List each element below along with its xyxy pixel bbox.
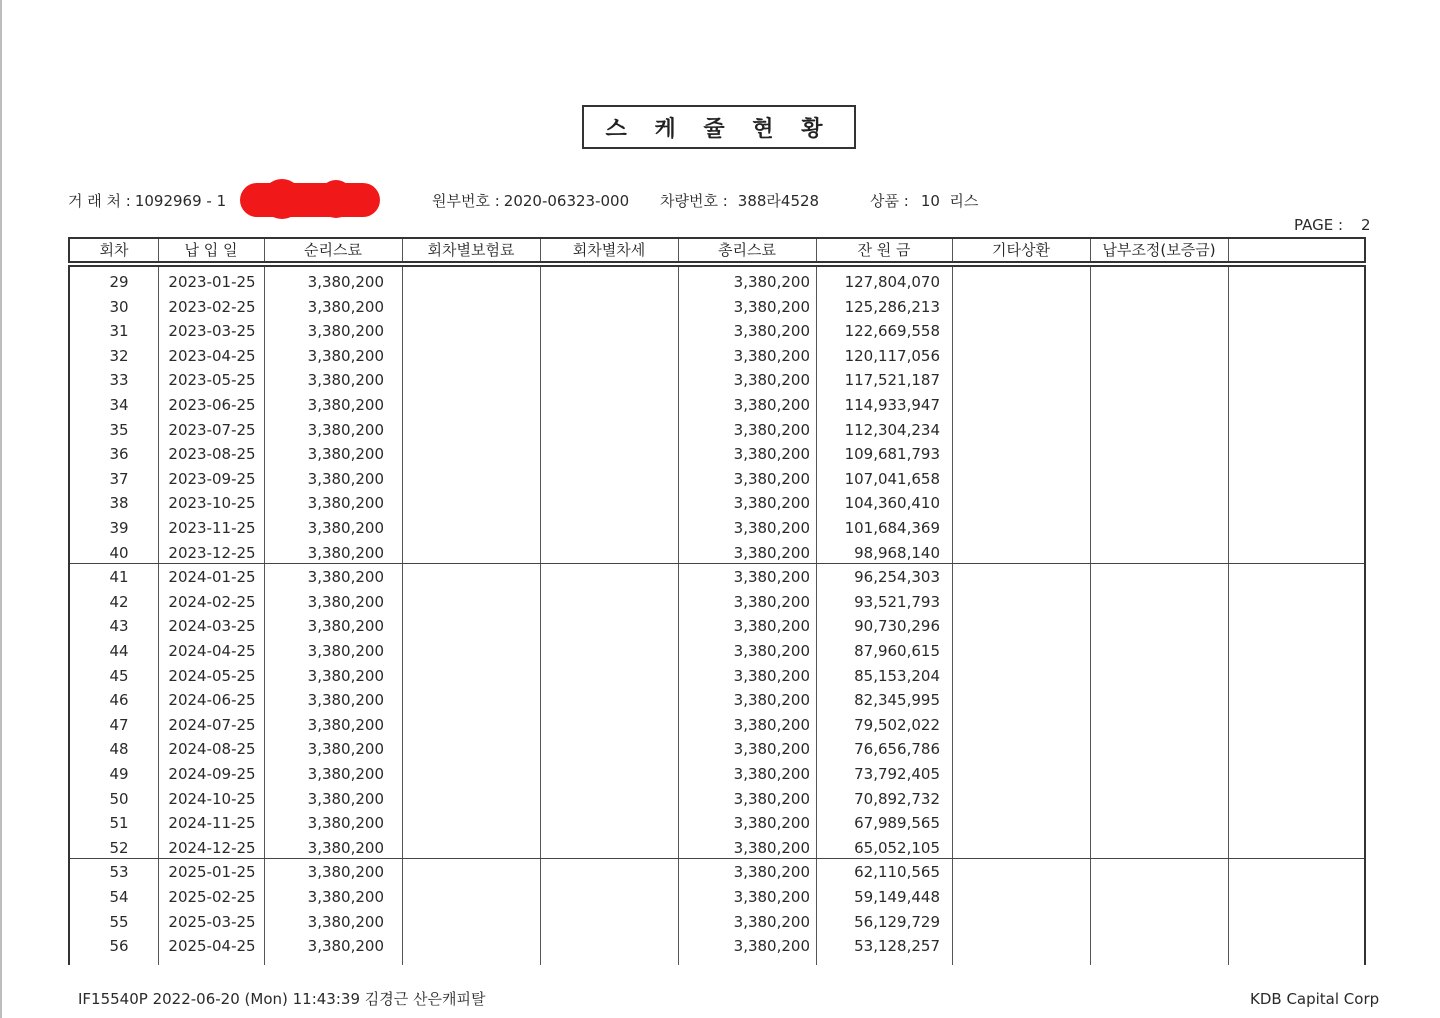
- payment-date: 2023-12-25: [168, 543, 256, 562]
- table-row: [70, 441, 1364, 466]
- installment-number: 36: [109, 445, 129, 464]
- remaining-principal: 125,286,213: [844, 297, 940, 316]
- installment-number: 29: [109, 273, 129, 291]
- remaining-principal: 114,933,947: [844, 396, 940, 414]
- table-row: [70, 343, 1364, 368]
- payment-date: 2023-08-25: [168, 445, 256, 464]
- total-lease-fee: 3,380,200: [733, 322, 810, 341]
- lease-fee: 3,380,200: [307, 765, 384, 783]
- lease-fee: 3,380,200: [307, 642, 384, 660]
- table-row: [70, 810, 1364, 835]
- payment-date: 2023-10-25: [168, 494, 256, 513]
- column-header: 납 입 일: [184, 241, 238, 259]
- remaining-principal: 73,792,405: [854, 765, 940, 783]
- total-lease-fee: 3,380,200: [733, 740, 810, 759]
- column-header: 납부조정(보증금): [1102, 241, 1216, 259]
- total-lease-fee: 3,380,200: [733, 273, 810, 291]
- payment-date: 2025-03-25: [168, 912, 256, 931]
- vehicle-info: [660, 190, 819, 211]
- payment-date: 2024-05-25: [168, 666, 256, 685]
- lease-fee: 3,380,200: [307, 814, 384, 833]
- installment-number: 53: [109, 863, 129, 882]
- table-row: [70, 835, 1364, 860]
- table-row: [70, 884, 1364, 909]
- installment-number: 55: [109, 912, 129, 931]
- total-lease-fee: 3,380,200: [733, 420, 810, 439]
- table-row: [70, 318, 1364, 343]
- page-label: PAGE :: [1294, 216, 1344, 234]
- total-lease-fee: 3,380,200: [733, 642, 810, 660]
- table-row: [70, 417, 1364, 442]
- remaining-principal: 112,304,234: [844, 420, 940, 439]
- total-lease-fee: 3,380,200: [733, 494, 810, 513]
- installment-number: 31: [109, 322, 129, 341]
- payment-date: 2024-04-25: [168, 642, 256, 660]
- page-edge: [0, 0, 2, 1018]
- remaining-principal: 120,117,056: [844, 346, 940, 365]
- lease-fee: 3,380,200: [307, 346, 384, 365]
- lease-fee: 3,380,200: [307, 789, 384, 808]
- remaining-principal: 98,968,140: [854, 543, 940, 562]
- table-row: [70, 933, 1364, 958]
- lease-fee: 3,380,200: [307, 543, 384, 562]
- column-header: 회차별차세: [572, 241, 646, 259]
- installment-number: 37: [109, 469, 129, 488]
- remaining-principal: 59,149,448: [854, 888, 940, 906]
- lease-fee: 3,380,200: [307, 838, 384, 857]
- contract-value: 2020-06323-000: [503, 192, 630, 210]
- vehicle-value: 388라4528: [737, 192, 820, 210]
- vehicle-label: 차량번호 :: [660, 192, 728, 210]
- table-row: [70, 466, 1364, 491]
- column-header: 회차: [99, 241, 129, 259]
- lease-fee: 3,380,200: [307, 297, 384, 316]
- payment-date: 2024-10-25: [168, 789, 256, 808]
- payment-date: 2024-02-25: [168, 592, 256, 611]
- installment-number: 34: [109, 396, 129, 414]
- payment-date: 2023-09-25: [168, 469, 256, 488]
- total-lease-fee: 3,380,200: [733, 543, 810, 562]
- remaining-principal: 79,502,022: [854, 715, 940, 734]
- table-row: [70, 564, 1364, 589]
- footer-company: KDB Capital Corp: [1250, 990, 1380, 1008]
- total-lease-fee: 3,380,200: [733, 863, 810, 882]
- lease-fee: 3,380,200: [307, 420, 384, 439]
- remaining-principal: 127,804,070: [844, 273, 940, 291]
- payment-date: 2023-05-25: [168, 371, 256, 390]
- payment-date: 2023-06-25: [168, 396, 256, 414]
- page-number: 2: [1361, 216, 1371, 234]
- total-lease-fee: 3,380,200: [733, 592, 810, 611]
- total-lease-fee: 3,380,200: [733, 396, 810, 414]
- contract-info: [432, 190, 629, 211]
- installment-number: 43: [109, 617, 129, 636]
- lease-fee: 3,380,200: [307, 494, 384, 513]
- lease-fee: 3,380,200: [307, 469, 384, 488]
- total-lease-fee: 3,380,200: [733, 691, 810, 710]
- remaining-principal: 90,730,296: [854, 617, 940, 636]
- remaining-principal: 85,153,204: [854, 666, 940, 685]
- total-lease-fee: 3,380,200: [733, 765, 810, 783]
- installment-number: 46: [109, 691, 129, 710]
- lease-fee: 3,380,200: [307, 273, 384, 291]
- lease-fee: 3,380,200: [307, 592, 384, 611]
- table-row: [70, 687, 1364, 712]
- lease-fee: 3,380,200: [307, 937, 384, 956]
- table-row: [70, 736, 1364, 761]
- payment-date: 2025-04-25: [168, 937, 256, 956]
- lease-fee: 3,380,200: [307, 617, 384, 636]
- document-title: 스 케 쥴 현 황: [582, 105, 856, 149]
- lease-fee: 3,380,200: [307, 666, 384, 685]
- table-row: [70, 712, 1364, 737]
- redaction-mark: [240, 183, 380, 217]
- lease-fee: 3,380,200: [307, 888, 384, 906]
- total-lease-fee: 3,380,200: [733, 519, 810, 537]
- remaining-principal: 107,041,658: [844, 469, 940, 488]
- remaining-principal: 104,360,410: [844, 494, 940, 513]
- table-row: [70, 490, 1364, 515]
- remaining-principal: 53,128,257: [854, 937, 940, 956]
- product-value: 10 리스: [920, 192, 979, 210]
- payment-date: 2024-09-25: [168, 765, 256, 783]
- total-lease-fee: 3,380,200: [733, 371, 810, 390]
- remaining-principal: 82,345,995: [854, 691, 940, 710]
- payment-date: 2025-02-25: [168, 888, 256, 906]
- total-lease-fee: 3,380,200: [733, 617, 810, 636]
- lease-fee: 3,380,200: [307, 715, 384, 734]
- lease-fee: 3,380,200: [307, 568, 384, 587]
- remaining-principal: 122,669,558: [844, 322, 940, 341]
- payment-date: 2024-12-25: [168, 838, 256, 857]
- footer-print-info: IF15540P 2022-06-20 (Mon) 11:43:39 김경근 산은캐피탈: [78, 990, 486, 1008]
- installment-number: 38: [109, 494, 129, 513]
- lease-fee: 3,380,200: [307, 519, 384, 537]
- lease-fee: 3,380,200: [307, 371, 384, 390]
- total-lease-fee: 3,380,200: [733, 445, 810, 464]
- payment-date: 2023-07-25: [168, 420, 256, 439]
- remaining-principal: 87,960,615: [854, 642, 940, 660]
- payment-date: 2024-06-25: [168, 691, 256, 710]
- remaining-principal: 93,521,793: [854, 592, 940, 611]
- installment-number: 41: [109, 568, 129, 587]
- total-lease-fee: 3,380,200: [733, 666, 810, 685]
- table-row: [70, 269, 1364, 294]
- product-info: [870, 190, 978, 211]
- payment-date: 2025-01-25: [168, 863, 256, 882]
- lease-fee: 3,380,200: [307, 445, 384, 464]
- installment-number: 40: [109, 543, 129, 562]
- lease-fee: 3,380,200: [307, 912, 384, 931]
- lease-fee: 3,380,200: [307, 396, 384, 414]
- column-header: 총리스료: [718, 241, 776, 259]
- column-header: 잔 원 금: [857, 241, 911, 259]
- column-header: 회차별보험료: [427, 241, 515, 259]
- table-row: [70, 540, 1364, 565]
- total-lease-fee: 3,380,200: [733, 838, 810, 857]
- remaining-principal: 62,110,565: [854, 863, 940, 882]
- installment-number: 32: [109, 346, 129, 365]
- total-lease-fee: 3,380,200: [733, 912, 810, 931]
- remaining-principal: 109,681,793: [844, 445, 940, 464]
- page-indicator: [1294, 216, 1371, 234]
- column-divider: [1228, 239, 1229, 261]
- installment-number: 56: [109, 937, 129, 956]
- payment-date: 2024-07-25: [168, 715, 256, 734]
- table-row: [70, 638, 1364, 663]
- lease-fee: 3,380,200: [307, 691, 384, 710]
- installment-number: 54: [109, 888, 129, 906]
- total-lease-fee: 3,380,200: [733, 469, 810, 488]
- installment-number: 48: [109, 740, 129, 759]
- total-lease-fee: 3,380,200: [733, 789, 810, 808]
- table-row: [70, 515, 1364, 540]
- installment-number: 52: [109, 838, 129, 857]
- installment-number: 30: [109, 297, 129, 316]
- client-label: 거 래 처 :: [68, 192, 131, 210]
- total-lease-fee: 3,380,200: [733, 715, 810, 734]
- payment-date: 2023-04-25: [168, 346, 256, 365]
- contract-label: 원부번호 :: [432, 192, 500, 210]
- remaining-principal: 101,684,369: [844, 519, 940, 537]
- total-lease-fee: 3,380,200: [733, 937, 810, 956]
- table-row: [70, 761, 1364, 786]
- table-row: [70, 589, 1364, 614]
- product-label: 상품 :: [870, 192, 909, 210]
- remaining-principal: 76,656,786: [854, 740, 940, 759]
- payment-date: 2024-11-25: [168, 814, 256, 833]
- remaining-principal: 67,989,565: [854, 814, 940, 833]
- table-row: [70, 613, 1364, 638]
- table-row: [70, 392, 1364, 417]
- lease-fee: 3,380,200: [307, 740, 384, 759]
- total-lease-fee: 3,380,200: [733, 814, 810, 833]
- installment-number: 44: [109, 642, 129, 660]
- table-row: [70, 859, 1364, 884]
- total-lease-fee: 3,380,200: [733, 888, 810, 906]
- table-row: [70, 909, 1364, 934]
- remaining-principal: 70,892,732: [854, 789, 940, 808]
- installment-number: 35: [109, 420, 129, 439]
- remaining-principal: 56,129,729: [854, 912, 940, 931]
- table-row: [70, 786, 1364, 811]
- remaining-principal: 117,521,187: [844, 371, 940, 390]
- installment-number: 49: [109, 765, 129, 783]
- table-row: [70, 294, 1364, 319]
- schedule-table: [68, 265, 1366, 965]
- payment-date: 2024-03-25: [168, 617, 256, 636]
- installment-number: 47: [109, 715, 129, 734]
- payment-date: 2023-01-25: [168, 273, 256, 291]
- lease-fee: 3,380,200: [307, 322, 384, 341]
- payment-date: 2023-11-25: [168, 519, 256, 537]
- installment-number: 42: [109, 592, 129, 611]
- column-header: 기타상환: [992, 241, 1050, 259]
- remaining-principal: 65,052,105: [854, 838, 940, 857]
- lease-fee: 3,380,200: [307, 863, 384, 882]
- installment-number: 33: [109, 371, 129, 390]
- total-lease-fee: 3,380,200: [733, 297, 810, 316]
- client-value: 1092969 - 1: [134, 192, 227, 210]
- payment-date: 2024-08-25: [168, 740, 256, 759]
- remaining-principal: 96,254,303: [854, 568, 940, 587]
- payment-date: 2023-02-25: [168, 297, 256, 316]
- table-header: [68, 237, 1366, 263]
- total-lease-fee: 3,380,200: [733, 346, 810, 365]
- installment-number: 45: [109, 666, 129, 685]
- payment-date: 2024-01-25: [168, 568, 256, 587]
- installment-number: 51: [109, 814, 129, 833]
- installment-number: 50: [109, 789, 129, 808]
- payment-date: 2023-03-25: [168, 322, 256, 341]
- installment-number: 39: [109, 519, 129, 537]
- table-row: [70, 367, 1364, 392]
- client-info: [68, 190, 226, 211]
- table-row: [70, 663, 1364, 688]
- column-header: 순리스료: [304, 241, 362, 259]
- total-lease-fee: 3,380,200: [733, 568, 810, 587]
